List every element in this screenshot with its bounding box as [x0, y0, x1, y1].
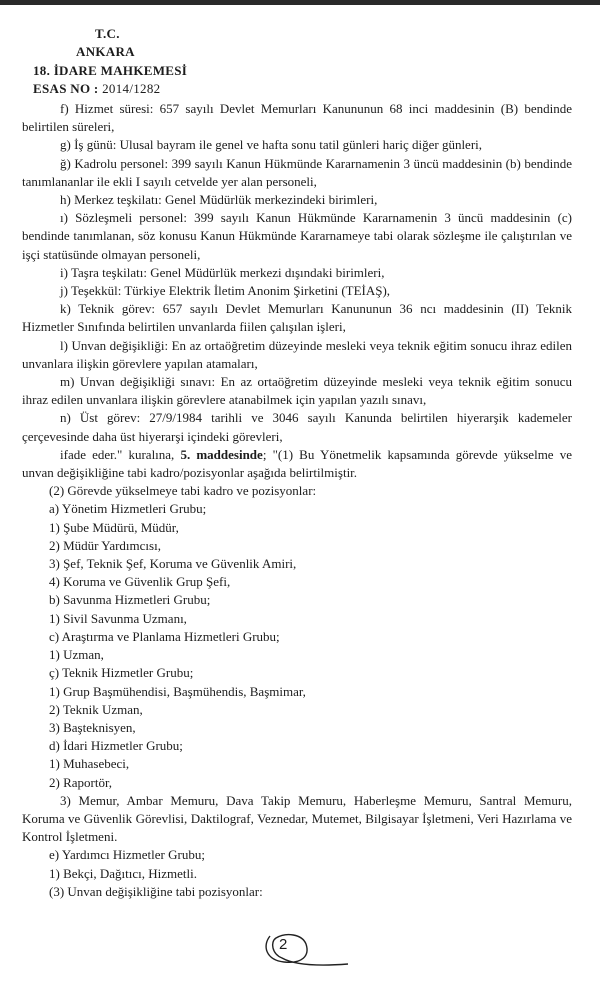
definition-f: f) Hizmet süresi: 657 sayılı Devlet Memurları Kanununun 68 inci maddesinin (B) bendinde belirtilen süreleri, — [22, 101, 572, 135]
list-item: 1) Muhasebeci, — [49, 756, 130, 772]
list-item: 2) Teknik Uzman, — [49, 701, 143, 717]
list-item: 3) Şef, Teknik Şef, Koruma ve Güvenlik Amiri, — [49, 556, 297, 572]
list-item: ç) Teknik Hizmetler Grubu; — [49, 665, 194, 681]
list-item: a) Yönetim Hizmetleri Grubu; — [49, 501, 207, 517]
article-5-label: 5. maddesinde — [180, 446, 263, 462]
handwritten-circle-icon — [262, 928, 352, 973]
header-tc: T.C. — [95, 26, 120, 41]
definition-i-dotless: ı) Sözleşmeli personel: 399 sayılı Kanun Hükmünde Kararnamenin 3 üncü maddesinin (c) bendinde tanımlanan, söz konusu Kanun Hükmünde Kararnameye tabi olarak sözleşme ile çalıştırılan ve işçi statüsünde olmayan personeli, — [22, 210, 572, 262]
header-court: 18. İDARE MAHKEMESİ — [33, 63, 188, 78]
list-item: 2) Müdür Yardımcısı, — [49, 537, 161, 553]
memur-paragraph: 3) Memur, Ambar Memuru, Dava Takip Memuru, Haberleşme Memuru, Santral Memuru, Koruma ve Güvenlik Görevlisi, Daktilograf, Veznedar, Mutemet, Bilgisayar İşletmeni, Veri Hazırlama ve Kontrol İşletmeni. — [22, 792, 572, 845]
list-item: 1) Bekçi, Dağıtıcı, Hizmetli. — [49, 865, 198, 881]
scan-top-edge — [0, 0, 600, 5]
definition-n: n) Üst görev: 27/9/1984 tarihli ve 3046 sayılı Kanunda belirtilen hiyerarşik kademeler çerçevesinde daha üst hiyerarşi içindeki görevleri, — [22, 410, 572, 444]
definition-j: j) Teşekkül: Türkiye Elektrik İletim Anonim Şirketini (TEİAŞ), — [60, 283, 391, 299]
list-item: 2) Raportör, — [49, 774, 113, 790]
esas-label: ESAS NO : — [33, 81, 99, 96]
list-item: 1) Uzman, — [49, 647, 104, 663]
article-5-paragraph — [22, 446, 572, 482]
page-number-mark — [262, 928, 312, 966]
list-item: d) İdari Hizmetler Grubu; — [49, 738, 183, 754]
definition-m: m) Unvan değişikliği sınavı: En az ortaöğretim düzeyinde mesleki veya teknik eğitim sonucu ihraz edilen unvanlara ilişkin görevlere atanabilmek için yapılan yazılı sınavı, — [22, 374, 572, 408]
document-body — [22, 100, 572, 901]
list-item: e) Yardımcı Hizmetler Grubu; — [49, 847, 205, 863]
ifade-post: ; "(1) Bu Yönetmelik kapsamında görevde yükselme ve unvan değişikliğine tabi kadro/pozisyonlar aşağıda belirtilmiştir. — [22, 446, 572, 481]
definition-k: k) Teknik görev: 657 sayılı Devlet Memurları Kanununun 36 ncı maddesinin (II) Teknik Hizmetler Sınıfında belirtilen unvanlarda fiilen çalışılan işleri, — [22, 301, 572, 335]
list-item: (3) Unvan değişikliğine tabi pozisyonlar: — [49, 883, 263, 899]
esas-value: 2014/1282 — [102, 81, 161, 96]
list-item: 4) Koruma ve Güvenlik Grup Şefi, — [49, 574, 231, 590]
ifade-pre: ifade eder." kuralına, — [60, 446, 181, 462]
list-item: b) Savunma Hizmetleri Grubu; — [49, 592, 211, 608]
list-item: 1) Grup Başmühendisi, Başmühendis, Başmimar, — [49, 683, 306, 699]
list-item: c) Araştırma ve Planlama Hizmetleri Grubu; — [49, 628, 280, 644]
list-item: 1) Şube Müdürü, Müdür, — [49, 519, 179, 535]
definition-h: h) Merkez teşkilatı: Genel Müdürlük merkezindeki birimleri, — [60, 192, 378, 208]
definition-i: i) Taşra teşkilatı: Genel Müdürlük merkezi dışındaki birimleri, — [60, 264, 385, 280]
definition-gg: ğ) Kadrolu personel: 399 sayılı Kanun Hükmünde Kararnamenin 3 üncü maddesinin (b) bendinde tanımlananlar ile ekli I sayılı cetvelde yer alan personeli, — [22, 155, 572, 189]
list-item: 3) Başteknisyen, — [49, 719, 136, 735]
definition-l: l) Unvan değişikliği: En az ortaöğretim düzeyinde mesleki veya teknik eğitim sonucu ihraz edilen unvanlara ilişkin görevlere yapılan atamaları, — [22, 337, 572, 371]
list-item: 1) Sivil Savunma Uzmanı, — [49, 610, 187, 626]
page-number: 2 — [279, 936, 288, 953]
section-2-heading: (2) Görevde yükselmeye tabi kadro ve pozisyonlar: — [49, 483, 317, 499]
header-esas — [33, 81, 160, 97]
header-city: ANKARA — [76, 44, 135, 59]
definition-g: g) İş günü: Ulusal bayram ile genel ve hafta sonu tatil günleri hariç diğer günleri, — [60, 137, 483, 153]
